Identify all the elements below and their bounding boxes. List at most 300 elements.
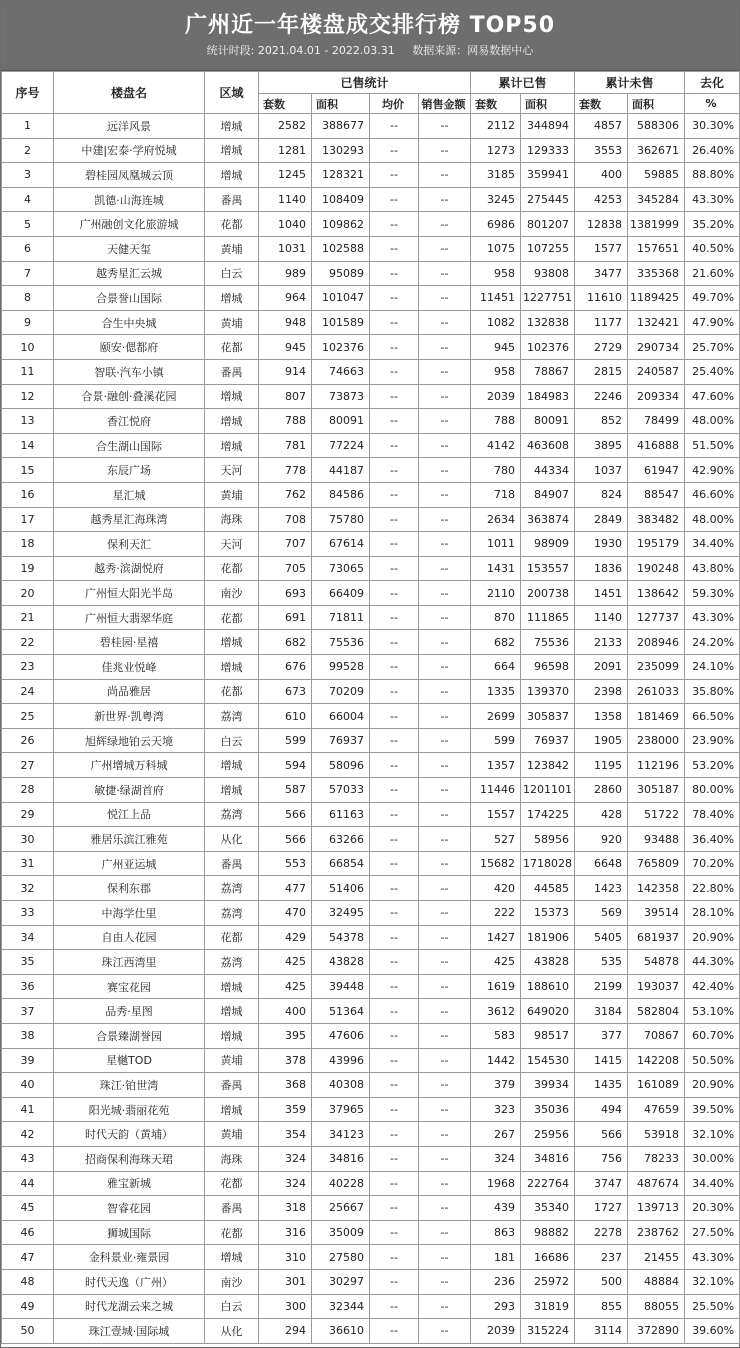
cell-cum-unsold-area: 487674	[628, 1171, 685, 1196]
cell-absorption: 53.20%	[685, 753, 740, 778]
cell-rank: 6	[2, 236, 54, 261]
cell-sales-amount: --	[419, 138, 471, 163]
cell-name: 广州亚运城	[54, 851, 205, 876]
cell-rank: 14	[2, 433, 54, 458]
cell-cum-sold-area: 174225	[521, 802, 575, 827]
cell-avg-price: --	[370, 1097, 419, 1122]
cell-cum-sold-units: 788	[471, 409, 521, 434]
cell-area: 128321	[312, 163, 370, 188]
sub-cum-unsold-area-header: 面积	[628, 94, 685, 114]
cell-units: 778	[259, 458, 312, 483]
cell-area: 43828	[312, 950, 370, 975]
cell-avg-price: --	[370, 138, 419, 163]
col-rank-header: 序号	[2, 72, 54, 114]
cell-absorption: 59.30%	[685, 581, 740, 606]
cell-absorption: 50.50%	[685, 1048, 740, 1073]
statistics-period: 统计时段: 2021.04.01 - 2022.03.31	[206, 44, 395, 57]
cell-cum-sold-units: 2039	[471, 1319, 521, 1344]
cell-rank: 32	[2, 876, 54, 901]
cell-sales-amount: --	[419, 901, 471, 926]
cell-cum-unsold-area: 190248	[628, 556, 685, 581]
cell-name: 珠江·铂世湾	[54, 1073, 205, 1098]
cell-absorption: 49.70%	[685, 286, 740, 311]
cell-rank: 36	[2, 974, 54, 999]
cell-sales-amount: --	[419, 778, 471, 803]
table-row	[2, 728, 740, 753]
cell-cum-sold-units: 599	[471, 728, 521, 753]
cell-name: 雅居乐滨江雅苑	[54, 827, 205, 852]
cell-name: 金科景业·雍景园	[54, 1245, 205, 1270]
cell-cum-sold-units: 1431	[471, 556, 521, 581]
cell-units: 1040	[259, 212, 312, 237]
cell-rank: 30	[2, 827, 54, 852]
cell-absorption: 40.50%	[685, 236, 740, 261]
cell-cum-sold-area: 34816	[521, 1146, 575, 1171]
cell-rank: 21	[2, 605, 54, 630]
cell-cum-sold-units: 1968	[471, 1171, 521, 1196]
table-row	[2, 851, 740, 876]
cell-units: 395	[259, 1023, 312, 1048]
cell-absorption: 80.00%	[685, 778, 740, 803]
cell-area: 54378	[312, 925, 370, 950]
cell-name: 碧桂园·星禧	[54, 630, 205, 655]
cell-district: 花都	[205, 556, 259, 581]
cell-cum-unsold-units: 1140	[575, 605, 628, 630]
cell-district: 增城	[205, 999, 259, 1024]
cell-cum-unsold-units: 500	[575, 1269, 628, 1294]
table-row	[2, 679, 740, 704]
cell-cum-unsold-units: 3114	[575, 1319, 628, 1344]
cell-cum-unsold-units: 1435	[575, 1073, 628, 1098]
table-row	[2, 1319, 740, 1344]
cell-cum-unsold-area: 157651	[628, 236, 685, 261]
cell-absorption: 66.50%	[685, 704, 740, 729]
cell-cum-sold-area: 75536	[521, 630, 575, 655]
table-row	[2, 1196, 740, 1221]
cell-avg-price: --	[370, 1122, 419, 1147]
cell-name: 旭辉绿地铂云天境	[54, 728, 205, 753]
cell-area: 27580	[312, 1245, 370, 1270]
table-row	[2, 1097, 740, 1122]
cell-cum-sold-area: 35340	[521, 1196, 575, 1221]
table-row	[2, 630, 740, 655]
cell-cum-unsold-area: 681937	[628, 925, 685, 950]
cell-district: 荔湾	[205, 950, 259, 975]
cell-sales-amount: --	[419, 335, 471, 360]
cell-units: 691	[259, 605, 312, 630]
cell-area: 51406	[312, 876, 370, 901]
cell-district: 增城	[205, 1023, 259, 1048]
cell-cum-unsold-area: 54878	[628, 950, 685, 975]
cell-rank: 2	[2, 138, 54, 163]
cell-sales-amount: --	[419, 925, 471, 950]
cell-absorption: 24.10%	[685, 655, 740, 680]
cell-cum-unsold-units: 428	[575, 802, 628, 827]
cell-district: 黄埔	[205, 1122, 259, 1147]
cell-avg-price: --	[370, 655, 419, 680]
cell-avg-price: --	[370, 187, 419, 212]
cell-cum-sold-area: 15373	[521, 901, 575, 926]
cell-cum-sold-area: 222764	[521, 1171, 575, 1196]
cell-district: 番禺	[205, 851, 259, 876]
table-row	[2, 1146, 740, 1171]
cell-cum-unsold-units: 569	[575, 901, 628, 926]
cell-cum-unsold-units: 11610	[575, 286, 628, 311]
cell-cum-sold-units: 1082	[471, 310, 521, 335]
cell-avg-price: --	[370, 507, 419, 532]
table-row	[2, 1269, 740, 1294]
sub-percent-header: %	[685, 94, 740, 114]
cell-cum-unsold-area: 261033	[628, 679, 685, 704]
cell-district: 从化	[205, 827, 259, 852]
cell-sales-amount: --	[419, 1294, 471, 1319]
cell-rank: 49	[2, 1294, 54, 1319]
cell-units: 964	[259, 286, 312, 311]
cell-cum-sold-area: 132838	[521, 310, 575, 335]
cell-cum-sold-area: 123842	[521, 753, 575, 778]
cell-cum-sold-units: 3612	[471, 999, 521, 1024]
cell-sales-amount: --	[419, 802, 471, 827]
cell-units: 1031	[259, 236, 312, 261]
cell-absorption: 48.00%	[685, 409, 740, 434]
cell-rank: 43	[2, 1146, 54, 1171]
cell-name: 阳光城·翡丽花苑	[54, 1097, 205, 1122]
cell-district: 海珠	[205, 507, 259, 532]
cell-area: 73873	[312, 384, 370, 409]
cell-cum-unsold-units: 494	[575, 1097, 628, 1122]
table-row	[2, 433, 740, 458]
cell-cum-sold-units: 439	[471, 1196, 521, 1221]
cell-cum-unsold-units: 3895	[575, 433, 628, 458]
cell-area: 35009	[312, 1220, 370, 1245]
cell-area: 39448	[312, 974, 370, 999]
cell-units: 807	[259, 384, 312, 409]
cell-cum-sold-area: 39934	[521, 1073, 575, 1098]
cell-absorption: 43.30%	[685, 605, 740, 630]
cell-cum-sold-area: 98517	[521, 1023, 575, 1048]
cell-name: 广州融创文化旅游城	[54, 212, 205, 237]
cell-absorption: 20.30%	[685, 1196, 740, 1221]
cell-avg-price: --	[370, 851, 419, 876]
cell-cum-sold-units: 3245	[471, 187, 521, 212]
cell-units: 948	[259, 310, 312, 335]
cell-cum-sold-area: 98882	[521, 1220, 575, 1245]
cell-name: 远洋风景	[54, 114, 205, 139]
cell-cum-sold-area: 275445	[521, 187, 575, 212]
cell-units: 359	[259, 1097, 312, 1122]
cell-avg-price: --	[370, 1196, 419, 1221]
cell-sales-amount: --	[419, 1319, 471, 1344]
cell-cum-unsold-units: 1451	[575, 581, 628, 606]
cell-units: 378	[259, 1048, 312, 1073]
col-absorption-header: 去化	[685, 72, 740, 94]
table-row	[2, 950, 740, 975]
cell-cum-unsold-units: 5405	[575, 925, 628, 950]
cell-district: 番禺	[205, 187, 259, 212]
cell-avg-price: --	[370, 950, 419, 975]
cell-cum-unsold-units: 2091	[575, 655, 628, 680]
cell-district: 番禺	[205, 1196, 259, 1221]
cell-rank: 33	[2, 901, 54, 926]
cell-rank: 9	[2, 310, 54, 335]
cell-cum-unsold-area: 112196	[628, 753, 685, 778]
cell-avg-price: --	[370, 802, 419, 827]
table-row	[2, 163, 740, 188]
cell-avg-price: --	[370, 114, 419, 139]
cell-cum-sold-units: 3185	[471, 163, 521, 188]
cell-cum-sold-units: 682	[471, 630, 521, 655]
cell-units: 781	[259, 433, 312, 458]
cell-cum-unsold-area: 139713	[628, 1196, 685, 1221]
cell-cum-unsold-area: 47659	[628, 1097, 685, 1122]
cell-units: 354	[259, 1122, 312, 1147]
cell-rank: 42	[2, 1122, 54, 1147]
cell-cum-sold-area: 58956	[521, 827, 575, 852]
cell-rank: 37	[2, 999, 54, 1024]
cell-units: 788	[259, 409, 312, 434]
cell-units: 300	[259, 1294, 312, 1319]
cell-district: 花都	[205, 212, 259, 237]
cell-cum-sold-area: 344894	[521, 114, 575, 139]
cell-units: 705	[259, 556, 312, 581]
cell-absorption: 53.10%	[685, 999, 740, 1024]
cell-name: 颐安·偲都府	[54, 335, 205, 360]
cell-area: 109862	[312, 212, 370, 237]
cell-district: 荔湾	[205, 704, 259, 729]
cell-cum-unsold-area: 345284	[628, 187, 685, 212]
cell-absorption: 35.80%	[685, 679, 740, 704]
cell-cum-sold-units: 1427	[471, 925, 521, 950]
cell-cum-sold-units: 2039	[471, 384, 521, 409]
table-row	[2, 655, 740, 680]
cell-cum-unsold-units: 2246	[575, 384, 628, 409]
cell-units: 425	[259, 950, 312, 975]
sub-units-header: 套数	[259, 94, 312, 114]
cell-sales-amount: --	[419, 1196, 471, 1221]
cell-area: 32495	[312, 901, 370, 926]
cell-cum-unsold-area: 290734	[628, 335, 685, 360]
cell-name: 中建|宏泰·学府悦城	[54, 138, 205, 163]
cell-avg-price: --	[370, 1269, 419, 1294]
cell-units: 762	[259, 482, 312, 507]
cell-district: 黄埔	[205, 482, 259, 507]
cell-cum-unsold-area: 51722	[628, 802, 685, 827]
cell-units: 566	[259, 827, 312, 852]
ranking-table	[1, 71, 740, 1344]
report-title: 广州近一年楼盘成交排行榜 TOP50	[184, 13, 556, 38]
cell-rank: 31	[2, 851, 54, 876]
cell-cum-unsold-units: 4253	[575, 187, 628, 212]
cell-district: 花都	[205, 1220, 259, 1245]
cell-cum-sold-area: 305837	[521, 704, 575, 729]
table-row	[2, 286, 740, 311]
cell-cum-unsold-units: 535	[575, 950, 628, 975]
cell-avg-price: --	[370, 1023, 419, 1048]
col-cum-sold-header: 累计已售	[471, 72, 575, 94]
table-row	[2, 507, 740, 532]
cell-sales-amount: --	[419, 999, 471, 1024]
table-row	[2, 753, 740, 778]
cell-sales-amount: --	[419, 507, 471, 532]
cell-sales-amount: --	[419, 1245, 471, 1270]
cell-cum-sold-area: 181906	[521, 925, 575, 950]
cell-sales-amount: --	[419, 581, 471, 606]
cell-avg-price: --	[370, 827, 419, 852]
cell-cum-sold-units: 11451	[471, 286, 521, 311]
cell-cum-unsold-units: 920	[575, 827, 628, 852]
cell-district: 南沙	[205, 581, 259, 606]
table-row	[2, 114, 740, 139]
cell-cum-unsold-units: 2849	[575, 507, 628, 532]
cell-sales-amount: --	[419, 163, 471, 188]
cell-absorption: 44.30%	[685, 950, 740, 975]
cell-cum-unsold-area: 61947	[628, 458, 685, 483]
cell-cum-sold-units: 15682	[471, 851, 521, 876]
cell-cum-unsold-area: 372890	[628, 1319, 685, 1344]
cell-absorption: 36.40%	[685, 827, 740, 852]
cell-avg-price: --	[370, 630, 419, 655]
sub-cum-sold-area-header: 面积	[521, 94, 575, 114]
cell-area: 75536	[312, 630, 370, 655]
cell-cum-sold-area: 76937	[521, 728, 575, 753]
cell-absorption: 88.80%	[685, 163, 740, 188]
sub-cum-unsold-units-header: 套数	[575, 94, 628, 114]
cell-absorption: 27.50%	[685, 1220, 740, 1245]
cell-cum-sold-units: 293	[471, 1294, 521, 1319]
cell-cum-sold-units: 863	[471, 1220, 521, 1245]
cell-name: 自由人花园	[54, 925, 205, 950]
cell-cum-sold-area: 35036	[521, 1097, 575, 1122]
cell-cum-sold-units: 181	[471, 1245, 521, 1270]
cell-district: 增城	[205, 163, 259, 188]
cell-avg-price: --	[370, 728, 419, 753]
cell-cum-unsold-area: 238000	[628, 728, 685, 753]
cell-cum-unsold-units: 2199	[575, 974, 628, 999]
cell-avg-price: --	[370, 212, 419, 237]
cell-cum-unsold-units: 1195	[575, 753, 628, 778]
cell-rank: 22	[2, 630, 54, 655]
cell-name: 珠江壹城·国际城	[54, 1319, 205, 1344]
cell-units: 594	[259, 753, 312, 778]
cell-units: 294	[259, 1319, 312, 1344]
cell-avg-price: --	[370, 753, 419, 778]
cell-absorption: 39.50%	[685, 1097, 740, 1122]
cell-area: 67614	[312, 532, 370, 557]
cell-absorption: 30.00%	[685, 1146, 740, 1171]
cell-district: 增城	[205, 286, 259, 311]
cell-name: 凯德·山海连城	[54, 187, 205, 212]
cell-absorption: 47.90%	[685, 310, 740, 335]
cell-rank: 27	[2, 753, 54, 778]
cell-name: 合景·融创·叠溪花园	[54, 384, 205, 409]
cell-name: 时代天逸（广州）	[54, 1269, 205, 1294]
cell-district: 荔湾	[205, 901, 259, 926]
cell-name: 星汇城	[54, 482, 205, 507]
cell-sales-amount: --	[419, 310, 471, 335]
cell-district: 增城	[205, 409, 259, 434]
cell-cum-sold-area: 16686	[521, 1245, 575, 1270]
cell-cum-sold-area: 188610	[521, 974, 575, 999]
table-row	[2, 802, 740, 827]
cell-area: 74663	[312, 359, 370, 384]
cell-avg-price: --	[370, 704, 419, 729]
table-row	[2, 999, 740, 1024]
table-row	[2, 1294, 740, 1319]
cell-cum-unsold-area: 416888	[628, 433, 685, 458]
cell-cum-unsold-units: 855	[575, 1294, 628, 1319]
cell-absorption: 70.20%	[685, 851, 740, 876]
cell-cum-unsold-units: 3477	[575, 261, 628, 286]
cell-district: 增城	[205, 778, 259, 803]
cell-cum-unsold-area: 88547	[628, 482, 685, 507]
cell-area: 73065	[312, 556, 370, 581]
cell-area: 43996	[312, 1048, 370, 1073]
cell-name: 中海学仕里	[54, 901, 205, 926]
cell-cum-sold-area: 801207	[521, 212, 575, 237]
cell-district: 番禺	[205, 359, 259, 384]
cell-sales-amount: --	[419, 728, 471, 753]
cell-rank: 25	[2, 704, 54, 729]
cell-area: 34816	[312, 1146, 370, 1171]
cell-avg-price: --	[370, 310, 419, 335]
cell-absorption: 78.40%	[685, 802, 740, 827]
cell-cum-sold-area: 649020	[521, 999, 575, 1024]
table-row	[2, 974, 740, 999]
cell-cum-unsold-area: 195179	[628, 532, 685, 557]
cell-avg-price: --	[370, 679, 419, 704]
cell-avg-price: --	[370, 1220, 419, 1245]
cell-rank: 44	[2, 1171, 54, 1196]
cell-units: 1245	[259, 163, 312, 188]
cell-cum-sold-area: 184983	[521, 384, 575, 409]
cell-cum-unsold-area: 235099	[628, 655, 685, 680]
cell-area: 80091	[312, 409, 370, 434]
cell-cum-sold-area: 139370	[521, 679, 575, 704]
cell-units: 318	[259, 1196, 312, 1221]
cell-cum-sold-area: 154530	[521, 1048, 575, 1073]
cell-cum-sold-area: 44585	[521, 876, 575, 901]
cell-avg-price: --	[370, 778, 419, 803]
cell-district: 荔湾	[205, 876, 259, 901]
cell-cum-unsold-units: 1836	[575, 556, 628, 581]
cell-cum-unsold-area: 142208	[628, 1048, 685, 1073]
cell-rank: 40	[2, 1073, 54, 1098]
cell-cum-sold-units: 583	[471, 1023, 521, 1048]
cell-avg-price: --	[370, 286, 419, 311]
cell-sales-amount: --	[419, 1171, 471, 1196]
cell-absorption: 43.30%	[685, 187, 740, 212]
cell-name: 广州恒大翡翠华庭	[54, 605, 205, 630]
cell-sales-amount: --	[419, 1220, 471, 1245]
cell-cum-sold-units: 4142	[471, 433, 521, 458]
cell-district: 增城	[205, 138, 259, 163]
cell-name: 越秀·滨湖悦府	[54, 556, 205, 581]
cell-area: 47606	[312, 1023, 370, 1048]
cell-cum-sold-area: 1227751	[521, 286, 575, 311]
cell-absorption: 34.40%	[685, 1171, 740, 1196]
cell-cum-sold-units: 527	[471, 827, 521, 852]
cell-cum-sold-units: 6986	[471, 212, 521, 237]
cell-cum-unsold-units: 852	[575, 409, 628, 434]
cell-cum-sold-units: 2110	[471, 581, 521, 606]
cell-cum-sold-units: 379	[471, 1073, 521, 1098]
cell-avg-price: --	[370, 433, 419, 458]
table-row	[2, 876, 740, 901]
cell-cum-sold-units: 870	[471, 605, 521, 630]
cell-area: 75780	[312, 507, 370, 532]
cell-cum-sold-area: 44334	[521, 458, 575, 483]
cell-sales-amount: --	[419, 851, 471, 876]
